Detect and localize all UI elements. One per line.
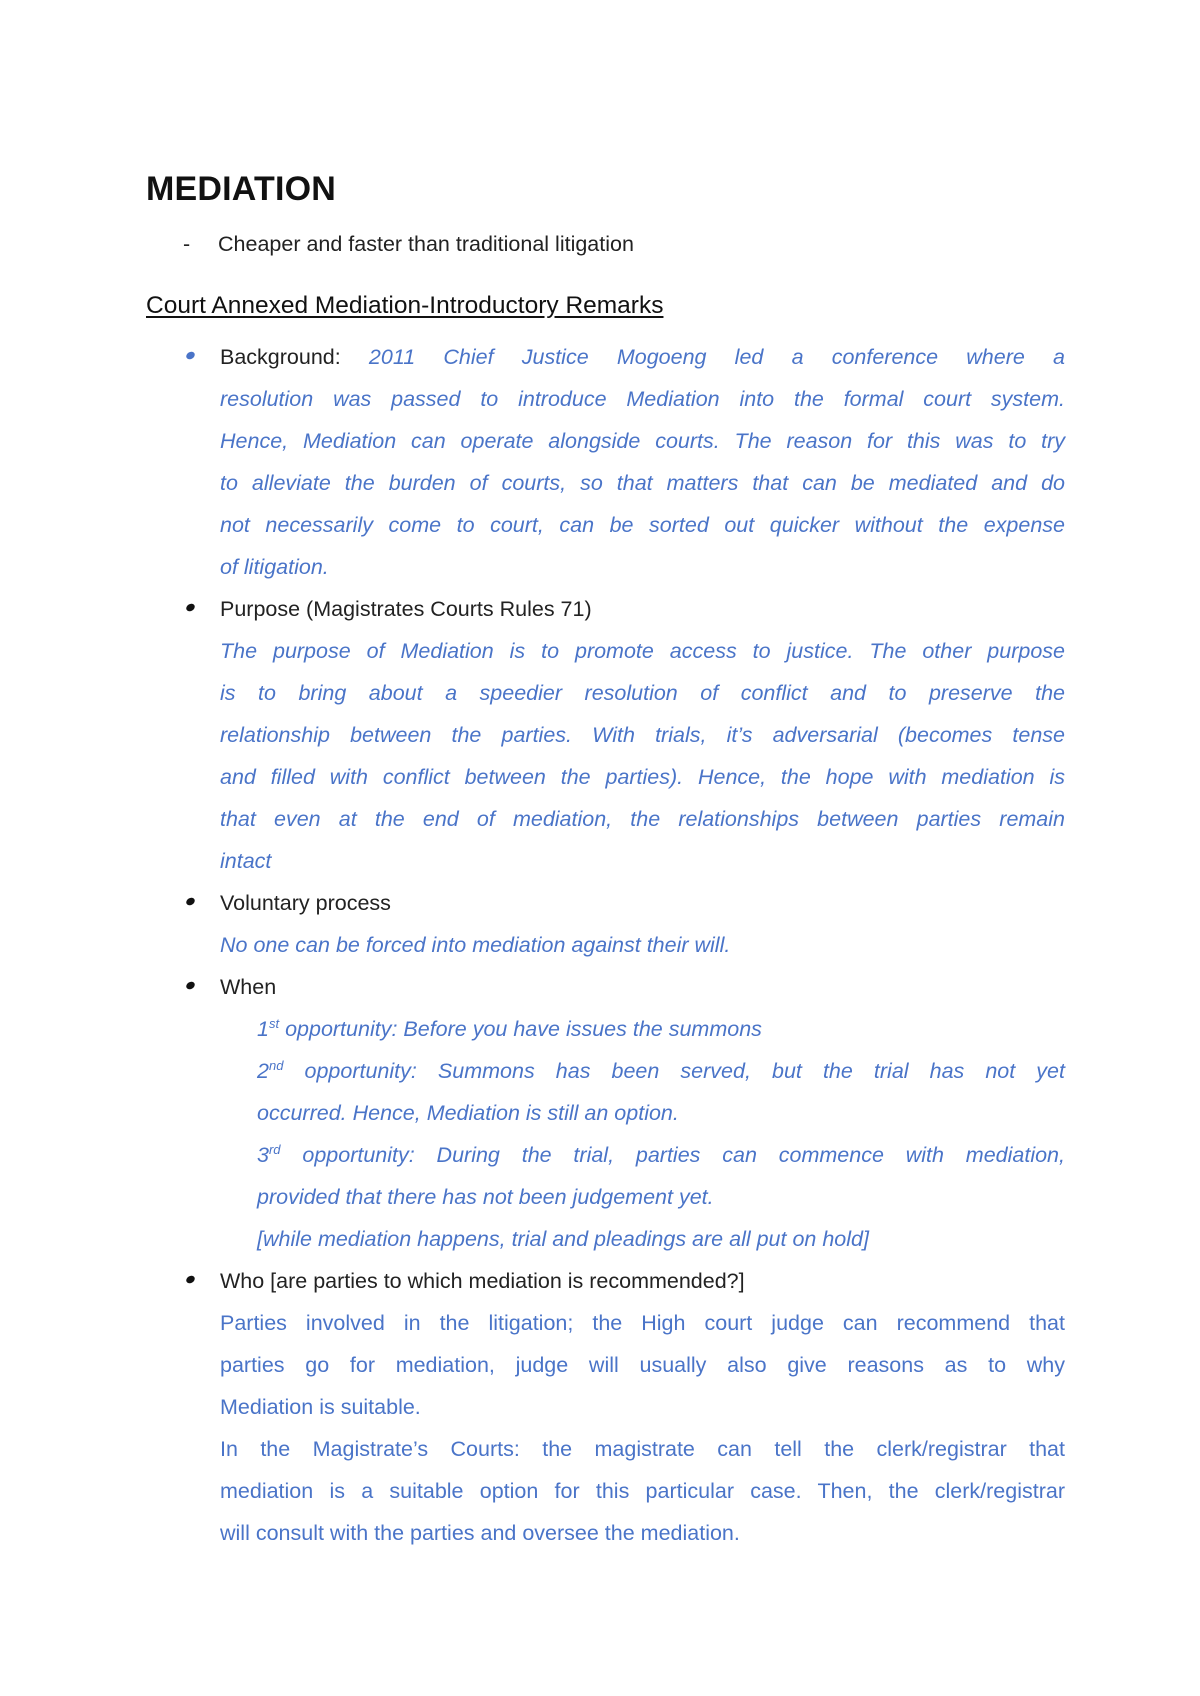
third-text: opportunity: During the trial, parties can commence with mediation,: [280, 1143, 1065, 1167]
when-label: When: [220, 975, 277, 999]
background-text-1: 2011 Chief Justice Mogoeng led a conference where a: [368, 345, 1065, 369]
bullet-icon: [185, 350, 196, 361]
background-line-6: of litigation.: [220, 555, 329, 579]
when-note: [while mediation happens, trial and pleadings are all put on hold]: [257, 1227, 869, 1251]
background-line-1: [220, 336, 1065, 378]
background-label: Background:: [220, 345, 341, 369]
third-sup: rd: [268, 1141, 281, 1157]
bullet-icon: [185, 602, 196, 613]
purpose-line-5: that even at the end of mediation, the relationships between parties remain: [220, 807, 1065, 831]
background-line-4: to alleviate the burden of courts, so that matters that can be mediated and do: [220, 471, 1065, 495]
section-heading: Court Annexed Mediation-Introductory Remarks: [146, 292, 664, 319]
who-label: Who [are parties to which mediation is recommended?]: [220, 1269, 745, 1293]
bullet-icon: [185, 1274, 196, 1285]
dash-marker: -: [183, 232, 191, 256]
when-third-opportunity: [257, 1134, 1065, 1176]
background-line-3: Hence, Mediation can operate alongside courts. The reason for this was to try: [220, 429, 1065, 453]
purpose-label: Purpose (Magistrates Courts Rules 71): [220, 597, 592, 621]
bullet-icon: [185, 896, 196, 907]
purpose-line-4: and filled with conflict between the parties). Hence, the hope with mediation is: [220, 765, 1065, 789]
second-sup: nd: [268, 1057, 284, 1073]
purpose-line-6: intact: [220, 849, 272, 873]
purpose-line-3: relationship between the parties. With trials, it’s adversarial (becomes tense: [220, 723, 1065, 747]
who-line-5: mediation is a suitable option for this particular case. Then, the clerk/registrar: [220, 1479, 1065, 1503]
document-title: MEDIATION: [146, 170, 337, 208]
who-line-4: In the Magistrate’s Courts: the magistrate can tell the clerk/registrar that: [220, 1437, 1065, 1461]
purpose-line-2: is to bring about a speedier resolution of conflict and to preserve the: [220, 681, 1065, 705]
first-sup: st: [268, 1015, 280, 1031]
purpose-line-1: The purpose of Mediation is to promote access to justice. The other purpose: [220, 639, 1065, 663]
when-second-continued: occurred. Hence, Mediation is still an option.: [257, 1101, 679, 1125]
who-line-3: Mediation is suitable.: [220, 1395, 421, 1419]
bullet-icon: [185, 980, 196, 991]
voluntary-text: No one can be forced into mediation against their will.: [220, 933, 731, 957]
intro-text: Cheaper and faster than traditional litigation: [218, 232, 634, 256]
when-first-opportunity: [257, 1008, 762, 1050]
who-line-1: Parties involved in the litigation; the High court judge can recommend that: [220, 1311, 1065, 1335]
when-second-opportunity: [257, 1050, 1065, 1092]
who-line-6: will consult with the parties and oversee the mediation.: [220, 1521, 740, 1545]
third-num: 3: [257, 1143, 269, 1167]
voluntary-label: Voluntary process: [220, 891, 391, 915]
second-text: opportunity: Summons has been served, but the trial has not yet: [283, 1059, 1065, 1083]
who-line-2: parties go for mediation, judge will usually also give reasons as to why: [220, 1353, 1065, 1377]
when-third-continued: provided that there has not been judgement yet.: [257, 1185, 714, 1209]
first-num: 1: [257, 1017, 269, 1041]
background-line-2: resolution was passed to introduce Mediation into the formal court system.: [220, 387, 1065, 411]
second-num: 2: [257, 1059, 269, 1083]
first-text: opportunity: Before you have issues the summons: [279, 1017, 762, 1041]
background-line-5: not necessarily come to court, can be sorted out quicker without the expense: [220, 513, 1065, 537]
